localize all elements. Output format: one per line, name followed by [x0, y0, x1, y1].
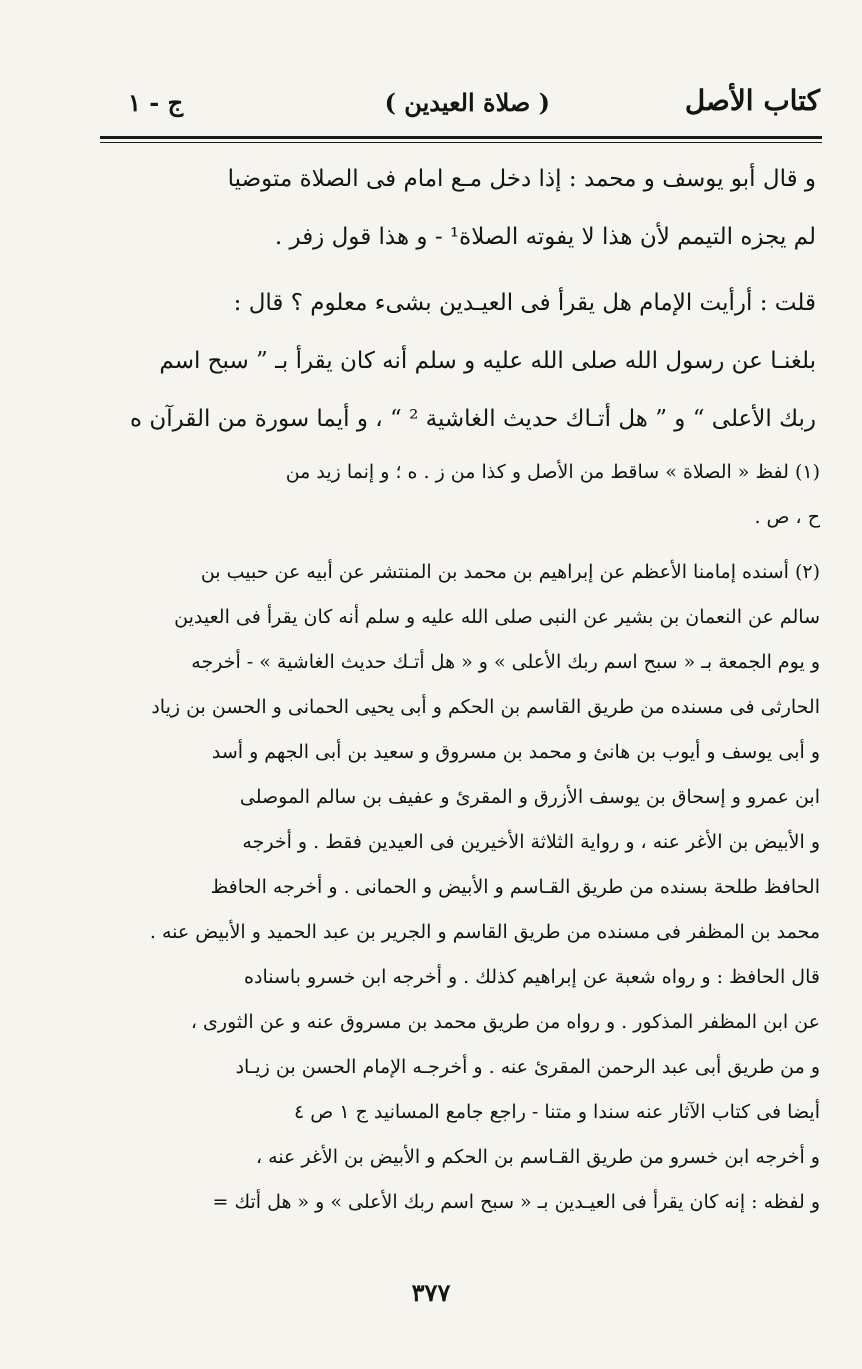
text-line: ربك الأعلى “ و ” هل أتـاك حديث الغاشية ² “ ، و أيما سورة من القرآن ه [129, 406, 816, 432]
page-number: ٣٧٧ [411, 1278, 451, 1307]
footnote-line: ابن عمرو و إسحاق بن يوسف الأزرق و المقرئ و عفيف بن سالم الموصلى [239, 786, 820, 808]
book-title: كتاب الأصل [684, 84, 820, 117]
text-line: لم يجزه التيمم لأن هذا لا يفوته الصلاة¹ - و هذا قول زفر . [274, 224, 816, 250]
footnote-line: و لفظه : إنه كان يقرأ فى العيـدين بـ « سبح اسم ربك الأعلى » و « هل أتك = [212, 1191, 820, 1213]
footnote-line: سالم عن النعمان بن بشير عن النبى صلى الله عليه و سلم أنه كان يقرأ فى العيدين [174, 606, 820, 628]
header-rule [100, 136, 822, 139]
footnote-line: الحارثى فى مسنده من طريق القاسم بن الحكم و أبى يحيى الحمانى و الحسن بن زياد [151, 696, 820, 718]
footnote-line: (٢) أسنده إمامنا الأعظم عن إبراهيم بن محمد بن المنتشر عن أبيه عن حبيب بن [200, 561, 820, 583]
footnote-line: و من طريق أبى عبد الرحمن المقرئ عنه . و أخرجـه الإمام الحسن بن زيـاد [235, 1056, 820, 1078]
footnote-line: الحافظ طلحة بسنده من طريق القـاسم و الأبيض و الحمانى . و أخرجه الحافظ [210, 876, 820, 898]
header-rule-thin [100, 142, 822, 143]
section-title: ( صلاة العيدين ) [384, 88, 550, 117]
footnote-line: محمد بن المظفر فى مسنده من طريق القاسم و الجرير بن عبد الحميد و الأبيض عنه . [149, 921, 820, 943]
main-text [110, 150, 816, 448]
text-line: قلت : أرأيت الإمام هل يقرأ فى العيـدين بشىء معلوم ؟ قال : [233, 290, 816, 316]
volume-number: ج - ١ [128, 88, 184, 117]
footnote-line: عن ابن المظفر المذكور . و رواه من طريق محمد بن مسروق عنه و عن الثورى ، [190, 1011, 820, 1033]
running-header [100, 70, 820, 134]
footnote-line: أيضا فى كتاب الآثار عنه سندا و متنا - راجع جامع المسانيد ج ١ ص ٤ [294, 1101, 820, 1123]
footnote-line: و يوم الجمعة بـ « سبح اسم ربك الأعلى » و « هل أتـك حديث الغاشية » - أخرجه [191, 651, 820, 673]
footnotes [110, 450, 820, 1225]
footnote-line: (١) لفظ « الصلاة » ساقط من الأصل و كذا من ز . ه ؛ و إنما زيد من [285, 461, 820, 483]
text-line: و قال أبو يوسف و محمد : إذا دخل مـع امام فى الصلاة متوضيا [227, 166, 816, 192]
text-line: بلغنـا عن رسول الله صلى الله عليه و سلم أنه كان يقرأ بـ ” سبح اسم [159, 348, 816, 374]
footnote-line: و أبى يوسف و أيوب بن هانئ و محمد بن مسروق و سعيد بن أبى الجهم و أسد [211, 741, 820, 763]
footnote-line: و الأبيض بن الأغر عنه ، و رواية الثلاثة الأخيرين فى العيدين فقط . و أخرجه [242, 831, 820, 853]
footnote-line: ح ، ص . [754, 506, 820, 528]
footnote-line: و أخرجه ابن خسرو من طريق القـاسم بن الحكم و الأبيض بن الأغر عنه ، [255, 1146, 820, 1168]
footnote-line: قال الحافظ : و رواه شعبة عن إبراهيم كذلك . و أخرجه ابن خسرو باسناده [244, 966, 820, 988]
